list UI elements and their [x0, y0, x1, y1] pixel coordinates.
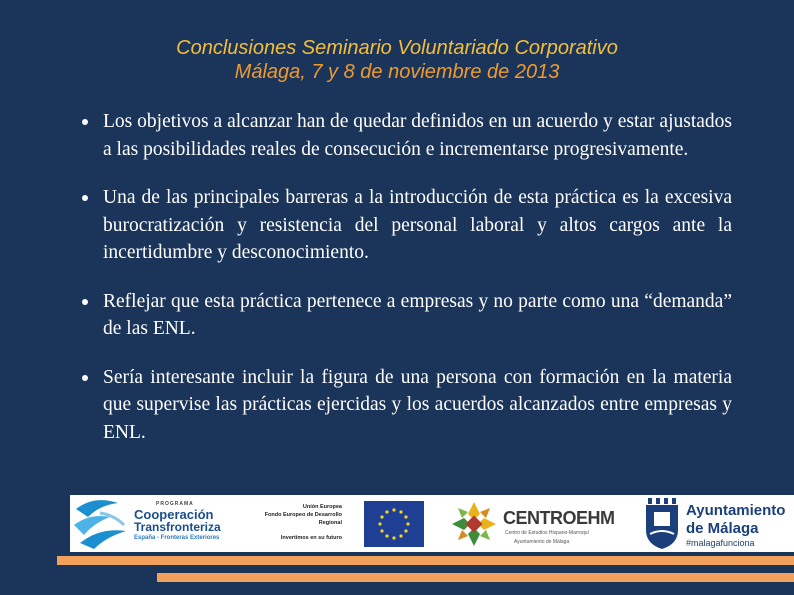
bullet-dot-icon [82, 195, 88, 201]
cooperacion-emblem-icon [70, 495, 130, 552]
title-line-2: Málaga, 7 y 8 de noviembre de 2013 [234, 61, 560, 83]
ayto-hashtag: #malagafunciona [686, 538, 755, 548]
eu-flag-icon [364, 501, 424, 547]
ayto-line-1: Ayuntamiento [686, 502, 786, 519]
logo-strip [70, 495, 794, 552]
bullet-text: Reflejar que esta práctica pertenece a empresas y no parte como una “demanda” de las ENL. [103, 290, 732, 339]
bullet-item [78, 288, 732, 343]
eu-motto: Invertimos en su futuro [280, 535, 342, 541]
eu-line-3: Regional [318, 520, 342, 526]
slide-title [0, 36, 794, 84]
centroehm-sub: Centro de Estudios Hispano-Marroquí [505, 530, 589, 536]
bullet-text: Los objetivos a alcanzar han de quedar definidos en un acuerdo y estar ajustados a las posibilidades reales de consecución e incrementarse progresivamente. [103, 111, 732, 160]
malaga-shield-icon [642, 498, 682, 550]
bullet-dot-icon [82, 119, 88, 125]
cooperacion-name-2: Transfronteriza [134, 520, 221, 534]
ayto-line-2: de Málaga [686, 520, 759, 537]
bullet-dot-icon [82, 299, 88, 305]
bullet-item [78, 108, 732, 163]
accent-bar-bottom [157, 573, 794, 582]
eu-line-2: Fondo Europeo de Desarrollo [264, 512, 342, 518]
centroehm-logo [450, 495, 620, 552]
cooperacion-sub: España - Fronteras Exteriores [134, 535, 220, 541]
bullet-list [78, 108, 732, 467]
bullet-dot-icon [82, 375, 88, 381]
bullet-item [78, 364, 732, 447]
centroehm-sub-2: Ayuntamiento de Málaga [514, 539, 570, 545]
centroehm-name: CENTROEHM [503, 508, 615, 528]
cooperacion-transfronteriza-logo [70, 495, 255, 552]
eu-feder-logo [260, 495, 430, 552]
bullet-text: Sería interesante incluir la figura de una persona con formación en la materia que supervise las prácticas ejercidas y los acuerdos alcanzados entre empresas y ENL. [103, 366, 732, 443]
bullet-item [78, 184, 732, 267]
ayuntamiento-malaga-logo [640, 495, 794, 552]
centroehm-emblem-icon [450, 500, 498, 548]
title-line-1: Conclusiones Seminario Voluntariado Corporativo [176, 37, 618, 59]
eu-line-1: Unión Europea [302, 504, 342, 510]
cooperacion-name-1: Cooperación [134, 507, 214, 522]
accent-bar-top [57, 556, 794, 565]
bullet-text: Una de las principales barreras a la introducción de esta práctica es la excesiva burocratización y resistencia del personal laboral y altos cargos ante la incertidumbre y desconocimiento. [103, 187, 732, 263]
cooperacion-small-label: PROGRAMA [156, 501, 194, 507]
